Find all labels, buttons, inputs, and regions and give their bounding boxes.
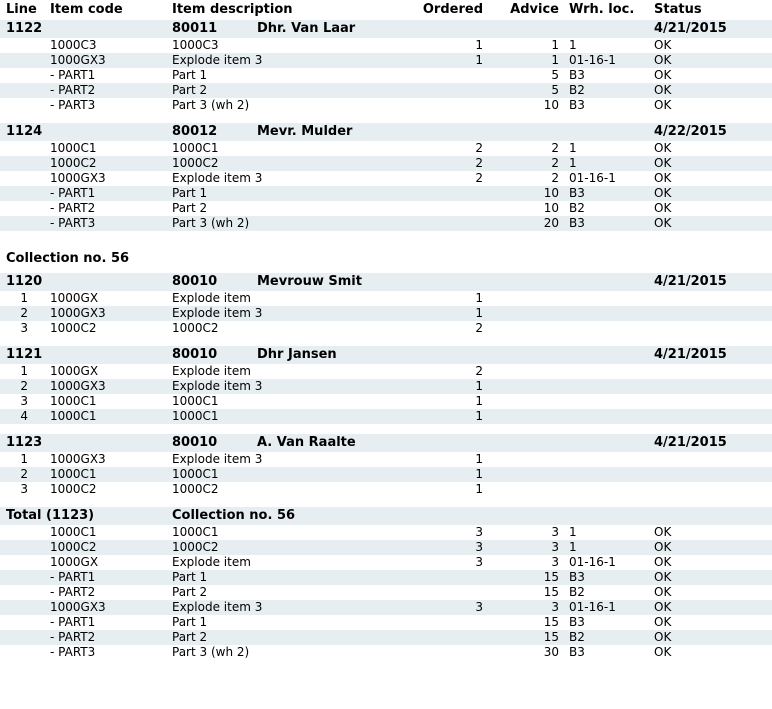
item-description: Part 3 (wh 2) — [172, 216, 250, 230]
order-ref: 80012 — [172, 124, 218, 139]
item-description: Explode item — [172, 364, 251, 378]
advice-qty: 10 — [543, 186, 559, 200]
warehouse-location: 1 — [569, 141, 577, 155]
item-description: Part 1 — [172, 570, 208, 584]
item-code: 1000GX3 — [50, 53, 106, 67]
line-status: OK — [654, 83, 672, 97]
advice-qty: 2 — [551, 171, 559, 185]
order-section-a — [0, 20, 772, 231]
ordered-qty: 1 — [475, 38, 483, 52]
line-status: OK — [654, 540, 672, 554]
item-code: 1000C1 — [50, 467, 97, 481]
ordered-qty: 1 — [475, 379, 483, 393]
line-status: OK — [654, 156, 672, 170]
advice-qty: 1 — [551, 38, 559, 52]
item-code: - PART1 — [50, 570, 96, 584]
advice-qty: 15 — [543, 585, 559, 599]
line-status: OK — [654, 171, 672, 185]
ordered-qty: 1 — [475, 482, 483, 496]
advice-qty: 30 — [543, 645, 559, 659]
item-description: Explode item 3 — [172, 53, 263, 67]
item-description: Part 3 (wh 2) — [172, 645, 250, 659]
advice-qty: 5 — [551, 83, 559, 97]
item-description: Explode item — [172, 555, 251, 569]
line-number: 3 — [20, 321, 28, 335]
item-code: 1000C2 — [50, 321, 97, 335]
item-description: Part 2 — [172, 83, 208, 97]
warehouse-location: B3 — [569, 645, 585, 659]
customer-name: Dhr. Van Laar — [257, 21, 356, 36]
advice-qty: 1 — [551, 53, 559, 67]
line-status: OK — [654, 615, 672, 629]
order-date: 4/21/2015 — [654, 435, 727, 450]
total-lines — [0, 525, 772, 660]
warehouse-location: B2 — [569, 83, 585, 97]
item-description: 1000C2 — [172, 482, 219, 496]
col-item-code: Item code — [50, 2, 123, 17]
warehouse-location: 01-16-1 — [569, 171, 616, 185]
item-code: 1000GX3 — [50, 306, 106, 320]
item-code: 1000C1 — [50, 525, 97, 539]
ordered-qty: 3 — [475, 525, 483, 539]
item-code: - PART3 — [50, 98, 96, 112]
line-status: OK — [654, 645, 672, 659]
table-row — [0, 186, 772, 201]
order-number: 1121 — [6, 347, 43, 362]
ordered-qty: 1 — [475, 409, 483, 423]
table-row — [0, 645, 772, 660]
item-code: 1000GX — [50, 364, 99, 378]
warehouse-location: B2 — [569, 201, 585, 215]
ordered-qty: 1 — [475, 306, 483, 320]
collection-title-text: Collection no. 56 — [6, 251, 130, 266]
table-row — [0, 364, 772, 379]
warehouse-location: B2 — [569, 630, 585, 644]
warehouse-location: B3 — [569, 216, 585, 230]
table-row — [0, 68, 772, 83]
warehouse-location: 01-16-1 — [569, 555, 616, 569]
ordered-qty: 2 — [475, 364, 483, 378]
advice-qty: 3 — [551, 555, 559, 569]
collection-title — [0, 249, 772, 269]
warehouse-location: B3 — [569, 186, 585, 200]
line-status: OK — [654, 68, 672, 82]
item-code: 1000C3 — [50, 38, 97, 52]
item-code: - PART2 — [50, 201, 96, 215]
customer-name: Mevr. Mulder — [257, 124, 353, 139]
table-row — [0, 409, 772, 424]
line-status: OK — [654, 630, 672, 644]
table-row — [0, 570, 772, 585]
table-row — [0, 379, 772, 394]
table-row — [0, 600, 772, 615]
table-row — [0, 306, 772, 321]
ordered-qty: 3 — [475, 540, 483, 554]
table-row — [0, 156, 772, 171]
order-number: 1123 — [6, 435, 43, 450]
column-header-row — [0, 0, 772, 20]
ordered-qty: 2 — [475, 171, 483, 185]
table-row — [0, 394, 772, 409]
line-status: OK — [654, 141, 672, 155]
line-status: OK — [654, 98, 672, 112]
item-code: - PART1 — [50, 615, 96, 629]
ordered-qty: 1 — [475, 452, 483, 466]
line-number: 2 — [20, 379, 28, 393]
table-row — [0, 585, 772, 600]
table-row — [0, 615, 772, 630]
item-description: Part 1 — [172, 68, 208, 82]
order-date: 4/22/2015 — [654, 124, 727, 139]
warehouse-location: B3 — [569, 98, 585, 112]
warehouse-location: B3 — [569, 615, 585, 629]
line-status: OK — [654, 216, 672, 230]
item-code: 1000GX3 — [50, 452, 106, 466]
col-status: Status — [654, 2, 702, 17]
total-label: Total (1123) — [6, 508, 95, 523]
item-description: Part 3 (wh 2) — [172, 98, 250, 112]
table-row — [0, 482, 772, 497]
table-row — [0, 452, 772, 467]
table-row — [0, 540, 772, 555]
item-code: - PART3 — [50, 645, 96, 659]
table-row — [0, 141, 772, 156]
warehouse-location: 1 — [569, 156, 577, 170]
line-number: 3 — [20, 482, 28, 496]
line-number: 4 — [20, 409, 28, 423]
item-code: 1000GX — [50, 291, 99, 305]
table-row — [0, 98, 772, 113]
item-code: 1000GX3 — [50, 600, 106, 614]
order-ref: 80010 — [172, 347, 218, 362]
order-ref: 80010 — [172, 435, 218, 450]
line-status: OK — [654, 570, 672, 584]
ordered-qty: 1 — [475, 394, 483, 408]
advice-qty: 15 — [543, 570, 559, 584]
order-header — [0, 20, 772, 38]
order-date: 4/21/2015 — [654, 347, 727, 362]
line-number: 3 — [20, 394, 28, 408]
item-code: 1000C2 — [50, 482, 97, 496]
order-section-b — [0, 273, 772, 497]
order-header — [0, 123, 772, 141]
item-code: - PART3 — [50, 216, 96, 230]
item-description: Part 1 — [172, 615, 208, 629]
warehouse-location: 01-16-1 — [569, 53, 616, 67]
item-code: - PART2 — [50, 585, 96, 599]
order-header — [0, 273, 772, 291]
advice-qty: 10 — [543, 98, 559, 112]
total-collection: Collection no. 56 — [172, 508, 296, 523]
item-description: Explode item 3 — [172, 306, 263, 320]
item-code: - PART1 — [50, 186, 96, 200]
item-description: 1000C1 — [172, 525, 219, 539]
item-description: Explode item 3 — [172, 600, 263, 614]
item-description: 1000C2 — [172, 156, 219, 170]
table-row — [0, 83, 772, 98]
advice-qty: 20 — [543, 216, 559, 230]
table-row — [0, 467, 772, 482]
order-date: 4/21/2015 — [654, 21, 727, 36]
order-number: 1120 — [6, 274, 43, 289]
item-code: 1000C2 — [50, 156, 97, 170]
advice-qty: 3 — [551, 600, 559, 614]
item-code: 1000C1 — [50, 141, 97, 155]
ordered-qty: 3 — [475, 600, 483, 614]
line-number: 2 — [20, 306, 28, 320]
ordered-qty: 2 — [475, 156, 483, 170]
warehouse-location: B3 — [569, 570, 585, 584]
item-description: Part 1 — [172, 186, 208, 200]
item-code: 1000GX — [50, 555, 99, 569]
line-status: OK — [654, 600, 672, 614]
col-line: Line — [6, 2, 37, 17]
table-row — [0, 171, 772, 186]
table-row — [0, 216, 772, 231]
table-row — [0, 53, 772, 68]
advice-qty: 2 — [551, 141, 559, 155]
order-number: 1124 — [6, 124, 43, 139]
item-description: 1000C1 — [172, 394, 219, 408]
item-description: 1000C1 — [172, 409, 219, 423]
line-number: 1 — [20, 452, 28, 466]
advice-qty: 10 — [543, 201, 559, 215]
item-code: - PART2 — [50, 83, 96, 97]
line-status: OK — [654, 38, 672, 52]
warehouse-location: 1 — [569, 540, 577, 554]
item-description: 1000C2 — [172, 540, 219, 554]
ordered-qty: 1 — [475, 291, 483, 305]
advice-qty: 3 — [551, 525, 559, 539]
ordered-qty: 1 — [475, 53, 483, 67]
col-wrh-loc: Wrh. loc. — [569, 2, 635, 17]
item-code: - PART1 — [50, 68, 96, 82]
line-status: OK — [654, 525, 672, 539]
order-number: 1122 — [6, 21, 43, 36]
line-status: OK — [654, 555, 672, 569]
ordered-qty: 1 — [475, 467, 483, 481]
warehouse-location: B3 — [569, 68, 585, 82]
warehouse-location: B2 — [569, 585, 585, 599]
ordered-qty: 2 — [475, 321, 483, 335]
advice-qty: 5 — [551, 68, 559, 82]
table-row — [0, 38, 772, 53]
item-code: 1000C2 — [50, 540, 97, 554]
item-description: 1000C1 — [172, 141, 219, 155]
table-row — [0, 555, 772, 570]
item-code: 1000C1 — [50, 409, 97, 423]
table-row — [0, 201, 772, 216]
col-item-description: Item description — [172, 2, 293, 17]
table-row — [0, 630, 772, 645]
item-description: 1000C3 — [172, 38, 219, 52]
col-ordered: Ordered — [422, 2, 483, 17]
line-status: OK — [654, 201, 672, 215]
advice-qty: 3 — [551, 540, 559, 554]
line-status: OK — [654, 53, 672, 67]
item-description: Part 2 — [172, 630, 208, 644]
item-description: Explode item 3 — [172, 379, 263, 393]
col-advice: Advice — [510, 2, 559, 17]
table-row — [0, 321, 772, 336]
item-description: Explode item 3 — [172, 171, 263, 185]
order-date: 4/21/2015 — [654, 274, 727, 289]
total-header — [0, 507, 772, 525]
warehouse-location: 1 — [569, 525, 577, 539]
table-row — [0, 525, 772, 540]
warehouse-location: 1 — [569, 38, 577, 52]
order-ref: 80011 — [172, 21, 218, 36]
item-description: Part 2 — [172, 201, 208, 215]
warehouse-location: 01-16-1 — [569, 600, 616, 614]
advice-qty: 15 — [543, 630, 559, 644]
customer-name: A. Van Raalte — [257, 435, 356, 450]
order-header — [0, 346, 772, 364]
item-code: 1000GX3 — [50, 379, 106, 393]
line-number: 2 — [20, 467, 28, 481]
line-status: OK — [654, 585, 672, 599]
table-row — [0, 291, 772, 306]
order-ref: 80010 — [172, 274, 218, 289]
line-number: 1 — [20, 291, 28, 305]
advice-qty: 2 — [551, 156, 559, 170]
item-description: Explode item — [172, 291, 251, 305]
order-header — [0, 434, 772, 452]
line-number: 1 — [20, 364, 28, 378]
item-code: 1000GX3 — [50, 171, 106, 185]
ordered-qty: 2 — [475, 141, 483, 155]
customer-name: Mevrouw Smit — [257, 274, 362, 289]
item-code: 1000C1 — [50, 394, 97, 408]
item-code: - PART2 — [50, 630, 96, 644]
item-description: Explode item 3 — [172, 452, 263, 466]
line-status: OK — [654, 186, 672, 200]
ordered-qty: 3 — [475, 555, 483, 569]
item-description: 1000C2 — [172, 321, 219, 335]
item-description: 1000C1 — [172, 467, 219, 481]
customer-name: Dhr Jansen — [257, 347, 337, 362]
advice-qty: 15 — [543, 615, 559, 629]
item-description: Part 2 — [172, 585, 208, 599]
